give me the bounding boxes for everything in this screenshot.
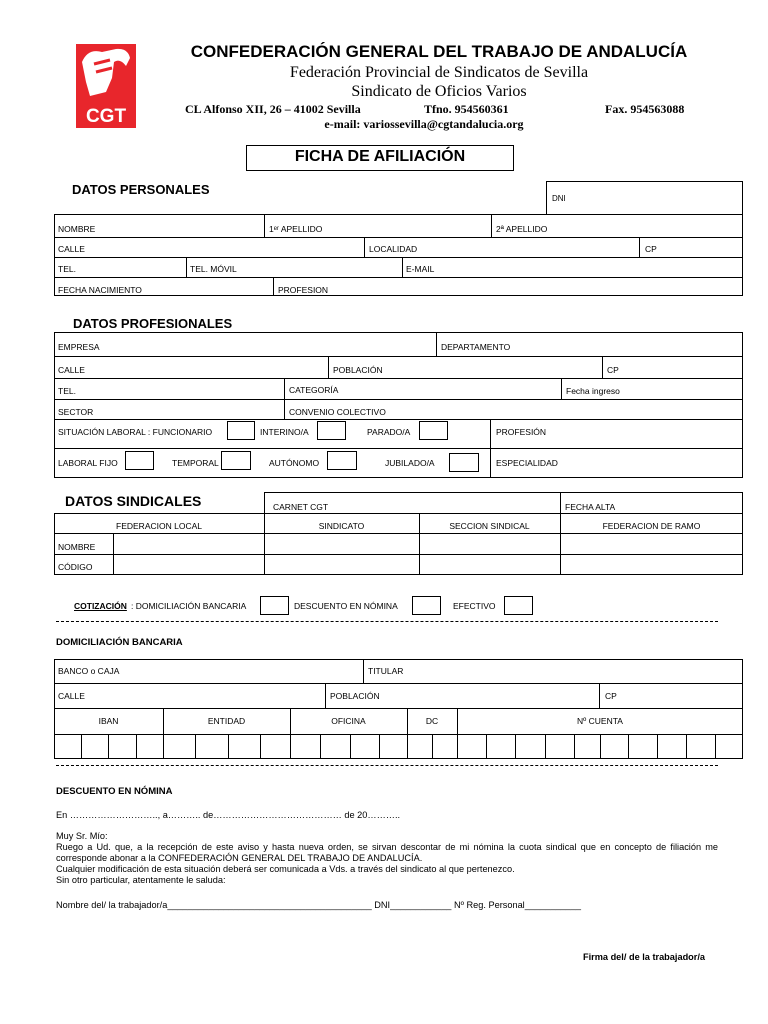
digit-cell[interactable] bbox=[407, 734, 408, 759]
autonomo-checkbox[interactable] bbox=[327, 451, 357, 470]
banco-field[interactable]: BANCO o CAJA bbox=[58, 666, 120, 676]
digit-cell[interactable] bbox=[163, 734, 164, 759]
efectivo-checkbox[interactable] bbox=[504, 596, 533, 615]
profesion-field[interactable]: PROFESION bbox=[278, 285, 329, 295]
dni-label: DNI bbox=[552, 194, 566, 203]
digit-cell[interactable] bbox=[228, 734, 229, 759]
tel-movil-field[interactable]: TEL. MÓVIL bbox=[190, 264, 237, 274]
carnet-field[interactable]: CARNET CGT bbox=[273, 502, 329, 512]
apellido1-field[interactable]: 1ᵉʳ APELLIDO bbox=[269, 224, 323, 234]
situacion-label: SITUACIÓN LABORAL : FUNCIONARIO bbox=[58, 427, 213, 437]
digit-cell[interactable] bbox=[136, 734, 137, 759]
digit-cell[interactable] bbox=[628, 734, 629, 759]
calle-field[interactable]: CALLE bbox=[58, 244, 85, 254]
jubilado-label: JUBILADO/A bbox=[385, 458, 435, 468]
cgt-logo bbox=[76, 44, 136, 128]
prof-cp-field[interactable]: CP bbox=[607, 365, 619, 375]
digit-cell[interactable] bbox=[290, 734, 291, 759]
jubilado-checkbox[interactable] bbox=[449, 453, 479, 472]
localidad-field[interactable]: LOCALIDAD bbox=[369, 244, 418, 254]
digit-cell[interactable] bbox=[81, 734, 82, 759]
digit-cell[interactable] bbox=[195, 734, 196, 759]
prof-profesion-field[interactable]: PROFESIÓN bbox=[496, 427, 547, 437]
union-name: Sindicato de Oficios Varios bbox=[351, 83, 527, 100]
digit-cell[interactable] bbox=[486, 734, 487, 759]
prof-calle-field[interactable]: CALLE bbox=[58, 365, 85, 375]
laboral-fijo-checkbox[interactable] bbox=[125, 451, 154, 470]
autonomo-label: AUTÓNOMO bbox=[269, 458, 320, 468]
digit-cell[interactable] bbox=[657, 734, 658, 759]
fecha-alta-field[interactable]: FECHA ALTA bbox=[565, 502, 616, 512]
address: CL Alfonso XII, 26 – 41002 Sevilla bbox=[185, 102, 361, 116]
fecha-ingreso-field[interactable]: Fecha ingreso bbox=[566, 386, 620, 396]
signature-line[interactable]: Nombre del/ la trabajador/a________________________________________ DNI____________ Nº Reg. Personal___________ bbox=[56, 900, 581, 910]
union-section-title: DATOS SINDICALES bbox=[65, 493, 202, 509]
payroll-body-3: Sin otro particular, atentamente le saluda: bbox=[56, 875, 226, 885]
union-row-nombre: NOMBRE bbox=[58, 542, 96, 552]
dni-field[interactable] bbox=[546, 181, 743, 215]
prof-poblacion-field[interactable]: POBLACIÓN bbox=[333, 365, 383, 375]
digit-cell[interactable] bbox=[379, 734, 380, 759]
especialidad-field[interactable]: ESPECIALIDAD bbox=[496, 458, 558, 468]
union-header-sindicato: SINDICATO bbox=[318, 521, 365, 531]
parado-label: PARADO/A bbox=[367, 427, 411, 437]
efectivo-label: EFECTIVO bbox=[453, 601, 496, 611]
bank-cp-field[interactable]: CP bbox=[605, 691, 617, 701]
dc-header: DC bbox=[425, 716, 439, 726]
funcionario-checkbox[interactable] bbox=[227, 421, 255, 440]
union-row-codigo: CÓDIGO bbox=[58, 562, 93, 572]
professional-table bbox=[54, 332, 743, 478]
interino-label: INTERINO/A bbox=[260, 427, 309, 437]
cotizacion-label: COTIZACIÓN bbox=[74, 601, 127, 611]
union-header-box bbox=[264, 492, 743, 514]
digit-cell[interactable] bbox=[600, 734, 601, 759]
separator-1 bbox=[56, 621, 718, 622]
departamento-field[interactable]: DEPARTAMENTO bbox=[441, 342, 511, 352]
payroll-body-2: Cualquier modificación de esta situación deberá ser comunicada a Vds. a través del sindicato al que pertenezco. bbox=[56, 864, 515, 874]
signature-label: Firma del/ de la trabajador/a bbox=[583, 952, 706, 962]
payroll-salutation: Muy Sr. Mío: bbox=[56, 831, 108, 841]
categoria-field[interactable]: CATEGORÍA bbox=[289, 385, 339, 395]
separator-2 bbox=[56, 765, 718, 766]
union-header-fed-local: FEDERACION LOCAL bbox=[116, 521, 202, 531]
digit-cell[interactable] bbox=[457, 734, 458, 759]
tel-field[interactable]: TEL. bbox=[58, 264, 76, 274]
payroll-date-line[interactable]: En ……………………….., a……….. de…………………………………… de 20……….. bbox=[56, 810, 401, 820]
org-name: CONFEDERACIÓN GENERAL DEL TRABAJO DE ANDALUCÍA bbox=[190, 42, 688, 61]
bank-calle-field[interactable]: CALLE bbox=[58, 691, 85, 701]
phone: Tfno. 954560361 bbox=[424, 102, 509, 116]
oficina-header: OFICINA bbox=[331, 716, 366, 726]
descuento-checkbox[interactable] bbox=[412, 596, 441, 615]
digit-cell[interactable] bbox=[515, 734, 516, 759]
form-title: FICHA DE AFILIACIÓN bbox=[294, 148, 466, 165]
digit-cell[interactable] bbox=[108, 734, 109, 759]
fax: Fax. 954563088 bbox=[605, 102, 685, 116]
digit-cell[interactable] bbox=[686, 734, 687, 759]
payroll-body-1: Ruego a Ud. que, a la recepción de este aviso y hasta nueva orden, se sirvan descontar de mi nómina la cuota sindical que en concepto de filiación me corresponde abonar a la CONFEDERACIÓN GENERAL DEL TRABAJO DE ANDALUCÍA. bbox=[56, 842, 718, 863]
digit-cell[interactable] bbox=[545, 734, 546, 759]
cuenta-header: Nº CUENTA bbox=[577, 716, 623, 726]
iban-header: IBAN bbox=[98, 716, 119, 726]
descuento-label: DESCUENTO EN NÓMINA bbox=[294, 601, 398, 611]
interino-checkbox[interactable] bbox=[317, 421, 346, 440]
domiciliacion-checkbox[interactable] bbox=[260, 596, 289, 615]
prof-tel-field[interactable]: TEL. bbox=[58, 386, 76, 396]
professional-section-title: DATOS PROFESIONALES bbox=[73, 316, 233, 331]
apellido2-field[interactable]: 2ª APELLIDO bbox=[496, 224, 548, 234]
digit-cell[interactable] bbox=[574, 734, 575, 759]
personal-section-title: DATOS PERSONALES bbox=[72, 182, 210, 197]
digit-cell[interactable] bbox=[432, 734, 433, 759]
nombre-field[interactable]: NOMBRE bbox=[58, 224, 96, 234]
laboral-fijo-label: LABORAL FIJO bbox=[58, 458, 118, 468]
cp-field[interactable]: CP bbox=[645, 244, 657, 254]
temporal-checkbox[interactable] bbox=[221, 451, 251, 470]
digit-cell[interactable] bbox=[260, 734, 261, 759]
bank-section-title: DOMICILIACIÓN BANCARIA bbox=[56, 637, 183, 648]
domiciliacion-label: : DOMICILIACIÓN BANCARIA bbox=[131, 601, 247, 611]
payroll-section-title: DESCUENTO EN NÓMINA bbox=[56, 786, 173, 797]
fecha-nacimiento-field[interactable]: FECHA NACIMIENTO bbox=[58, 285, 142, 295]
federation-name: Federación Provincial de Sindicatos de Sevilla bbox=[289, 64, 589, 81]
union-header-seccion: SECCION SINDICAL bbox=[449, 521, 530, 531]
cgt-logo-icon bbox=[76, 44, 136, 128]
sector-field[interactable]: SECTOR bbox=[58, 407, 94, 417]
email: e-mail: variossevilla@cgtandalucia.org bbox=[324, 117, 524, 131]
digit-cell[interactable] bbox=[320, 734, 321, 759]
empresa-field[interactable]: EMPRESA bbox=[58, 342, 100, 352]
convenio-field[interactable]: CONVENIO COLECTIVO bbox=[289, 407, 386, 417]
entidad-header: ENTIDAD bbox=[207, 716, 246, 726]
logo-text: CGT bbox=[85, 106, 127, 127]
parado-checkbox[interactable] bbox=[419, 421, 448, 440]
digit-cell[interactable] bbox=[715, 734, 716, 759]
bank-poblacion-field[interactable]: POBLACIÓN bbox=[330, 691, 380, 701]
digit-cell[interactable] bbox=[350, 734, 351, 759]
temporal-label: TEMPORAL bbox=[172, 458, 219, 468]
email-field[interactable]: E-MAIL bbox=[406, 264, 435, 274]
titular-field[interactable]: TITULAR bbox=[368, 666, 404, 676]
union-header-fed-ramo: FEDERACION DE RAMO bbox=[602, 521, 701, 531]
